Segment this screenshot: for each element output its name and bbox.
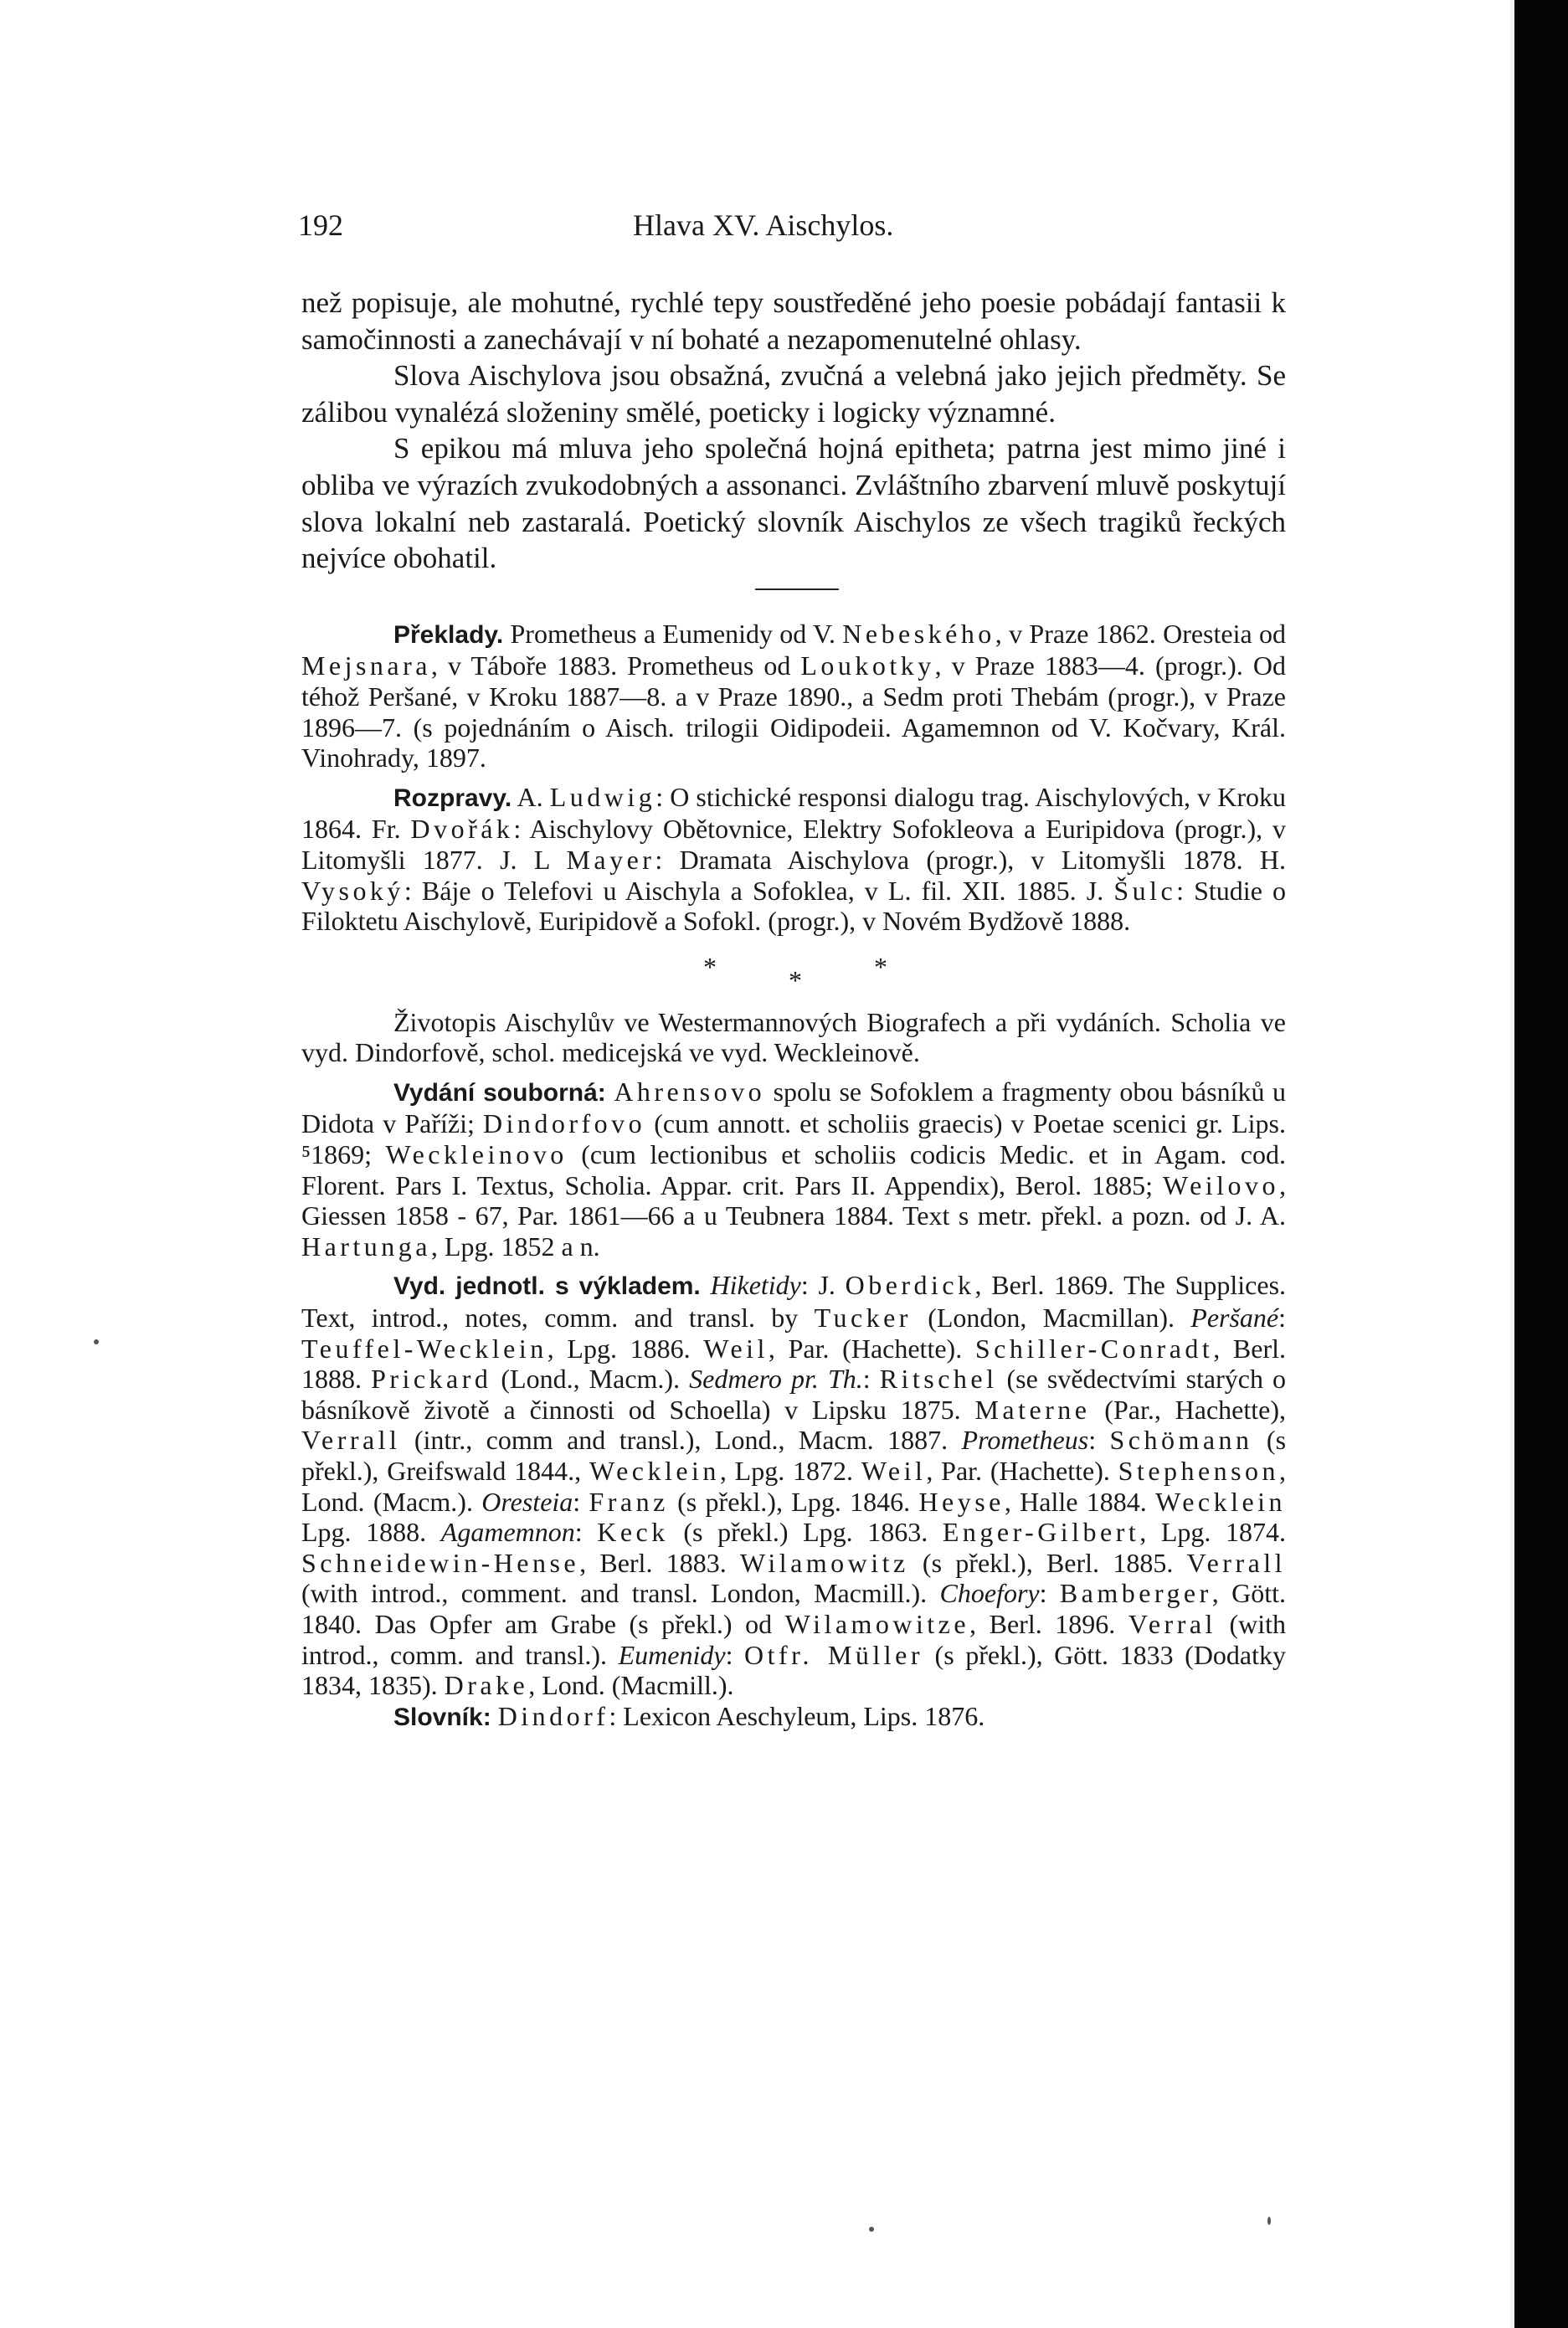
scan-speck (869, 2227, 874, 2232)
page-number: 192 (298, 208, 343, 242)
bibliography (301, 619, 1286, 1734)
scan-speck (1267, 2217, 1271, 2225)
running-title: Hlava XV. Aischylos. (633, 208, 894, 242)
main-text (301, 285, 1286, 1733)
translations-entry: Překlady. Prometheus a Eumenidy od V. Nebeského, v Praze 1862. Oresteia od Mejsnara, v Táboře 1883. Prometheus od Loukotky, v Praze 1883—4. (progr.). Od téhož Peršané, v Kroku 1887—8. a v Praze 1890., a Sedm proti Thebám (progr.), v Praze 1896—7. (s pojednáním o Aisch. trilogii Oidipodeii. Agamemnon od V. Kočvary, Král. Vinohrady, 1897. (301, 618, 1287, 773)
asterisk-right: * (874, 951, 887, 982)
biography-entry: Životopis Aischylův ve Westermannových Biografech a při vydáních. Scholia ve vyd. Dindorfově, schol. medicejská ve vyd. Weckleinově. (301, 1006, 1286, 1068)
page-header (298, 208, 1286, 258)
scan-speck (94, 1339, 99, 1344)
individual-editions-entry: Vyd. jednotl. s výkladem. Hiketidy: J. Oberdick, Berl. 1869. The Supplices. Text, introd., notes, comm. and transl. by Tucker (London, Macmillan). Peršané: Teuffel-Wecklein, Lpg. 1886. Weil, Par. (Hachette). Schiller-Conradt, Berl. 1888. Prickard (Lond., Macm.). Sedmero pr. Th.: Ritschel (se svědectvími starých o básníkově životě a činnosti od Schoella) v Lipsku 1875. Materne (Par., Hachette), Verrall (intr., comm and transl.), Lond., Macm. 1887. Prometheus: Schömann (s překl.), Greifswald 1844., Wecklein, Lpg. 1872. Weil, Par. (Hachette). Stephenson, Lond. (Macm.). Oresteia: Franz (s překl.), Lpg. 1846. Heyse, Halle 1884. Wecklein Lpg. 1888. Agamemnon: Keck (s překl.) Lpg. 1863. Enger-Gilbert, Lpg. 1874. Schneidewin-Hense, Berl. 1883. Wilamowitz (s překl.), Berl. 1885. Verrall (with introd., comment. and transl. London, Macmill.). Choefory: Bamberger, Gött. 1840. Das Opfer am Grabe (s překl.) od Wilamowitze, Berl. 1896. Verral (with introd., comm. and transl.). Eumenidy: Otfr. Müller (s překl.), Gött. 1833 (Dodatky 1834, 1835). Drake, Lond. (Macmill.). (301, 1270, 1287, 1701)
asterisk-left: * (703, 951, 717, 982)
dictionary-entry: Slovník: Dindorf: Lexicon Aeschyleum, Lips. 1876. (393, 1700, 985, 1731)
individual-editions-label: Vyd. jednotl. s výkladem. (393, 1272, 701, 1301)
paragraph-3: S epikou má mluva jeho společná hojná epitheta; patrna jest mimo jiné i obliba ve výrazích zvukodobných a assonanci. Zvláštního zbarvení mluvě poskytují slova lokalní neb zastaralá. Poetický slovník Aischylos ze všech tragiků řeckých nejvíce obohatil. (301, 432, 1286, 575)
page-edge-bar (1514, 0, 1568, 2328)
treatises-label: Rozpravy. (393, 784, 512, 812)
dictionary-label: Slovník: (393, 1703, 491, 1731)
asterisk-center: * (789, 964, 802, 995)
paragraph-1: než popisuje, ale mohutné, rychlé tepy soustředěné jeho poesie pobádají fantasii k samočinnosti a zanechávají v ní bohaté a nezapomenutelné ohlasy. (301, 286, 1286, 356)
treatises-entry: Rozpravy. A. Ludwig: O stichické responsi dialogu trag. Aischylových, v Kroku 1864. Fr. Dvořák: Aischylovy Obětovnice, Elektry Sofokleova a Euripidova (progr.), v Litomyšli 1877. J. L Mayer: Dramata Aischylova (progr.), v Litomyšli 1878. H. Vysoký: Báje o Telefovi u Aischyla a Sofoklea, v L. fil. XII. 1885. J. Šulc: Studie o Filoktetu Aischylově, Euripidově a Sofokl. (progr.), v Novém Bydžově 1888. (301, 781, 1287, 937)
translations-label: Překlady. (393, 620, 504, 649)
paragraph-2: Slova Aischylova jsou obsažná, zvučná a velebná jako jejich předměty. Se zálibou vynalézá složeniny smělé, poeticky i logicky významné. (301, 359, 1286, 429)
asterism (301, 937, 1286, 1007)
collected-editions-entry: Vydání souborná: Ahrensovo spolu se Sofoklem a fragmenty obou básníků u Didota v Paříži; Dindorfovo (cum annott. et scholiis graecis) v Poetae scenici gr. Lips. ⁵1869; Weckleinovo (cum lectionibus et scholiis codicis Medic. et in Agam. cod. Florent. Pars I. Textus, Scholia. Appar. crit. Pars II. Appendix), Berol. 1885; Weilovo, Giessen 1858 - 67, Par. 1861—66 a u Teubnera 1884. Text s metr. překl. a pozn. od J. A. Hartunga, Lpg. 1852 a n. (301, 1076, 1287, 1262)
collected-editions-label: Vydání souborná: (393, 1078, 606, 1107)
section-divider (755, 588, 839, 590)
